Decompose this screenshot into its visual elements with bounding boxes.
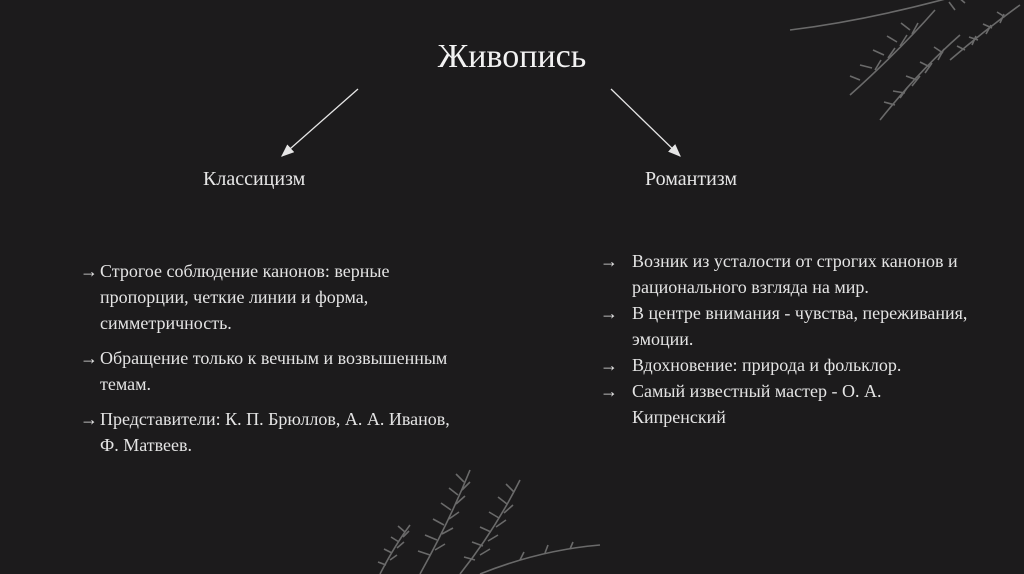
classicism-list [80, 258, 450, 467]
arrow-bullet-icon: → [600, 381, 618, 401]
arrow-bullet-icon: → [80, 409, 98, 429]
list-item-text: Самый известный мастер - О. А. Кипренский [632, 381, 882, 427]
arrow-to-romanticism [611, 89, 680, 156]
list-item-text: Обращение только к вечным и возвышенным темам. [100, 348, 448, 394]
list-item [80, 406, 450, 458]
romanticism-list [600, 248, 970, 430]
list-item-text: Вдохновение: природа и фольклор. [632, 355, 902, 375]
branch-title-romanticism: Романтизм [645, 168, 738, 190]
slide-title: Живопись [437, 38, 587, 75]
arrow-bullet-icon: → [80, 261, 98, 281]
list-item [600, 248, 970, 300]
list-item-text: Возник из усталости от строгих канонов и рационального взгляда на мир. [632, 251, 958, 297]
list-item-text: Представители: К. П. Брюллов, А. А. Иванов, Ф. Матвеев. [100, 409, 450, 455]
branch-title-classicism: Классицизм [203, 168, 306, 190]
list-item-text: В центре внимания - чувства, переживания, эмоции. [632, 303, 968, 349]
list-item-text: Строгое соблюдение канонов: верные пропорции, четкие линии и форма, симметричность. [100, 261, 390, 333]
list-item [600, 378, 970, 430]
arrow-to-classicism [282, 89, 358, 156]
list-item [80, 258, 450, 336]
arrow-bullet-icon: → [80, 348, 98, 368]
arrow-bullet-icon: → [600, 303, 618, 323]
arrow-bullet-icon: → [600, 251, 618, 271]
list-item [600, 300, 970, 352]
list-item [80, 345, 450, 397]
arrow-bullet-icon: → [600, 355, 618, 375]
list-item [600, 352, 970, 378]
